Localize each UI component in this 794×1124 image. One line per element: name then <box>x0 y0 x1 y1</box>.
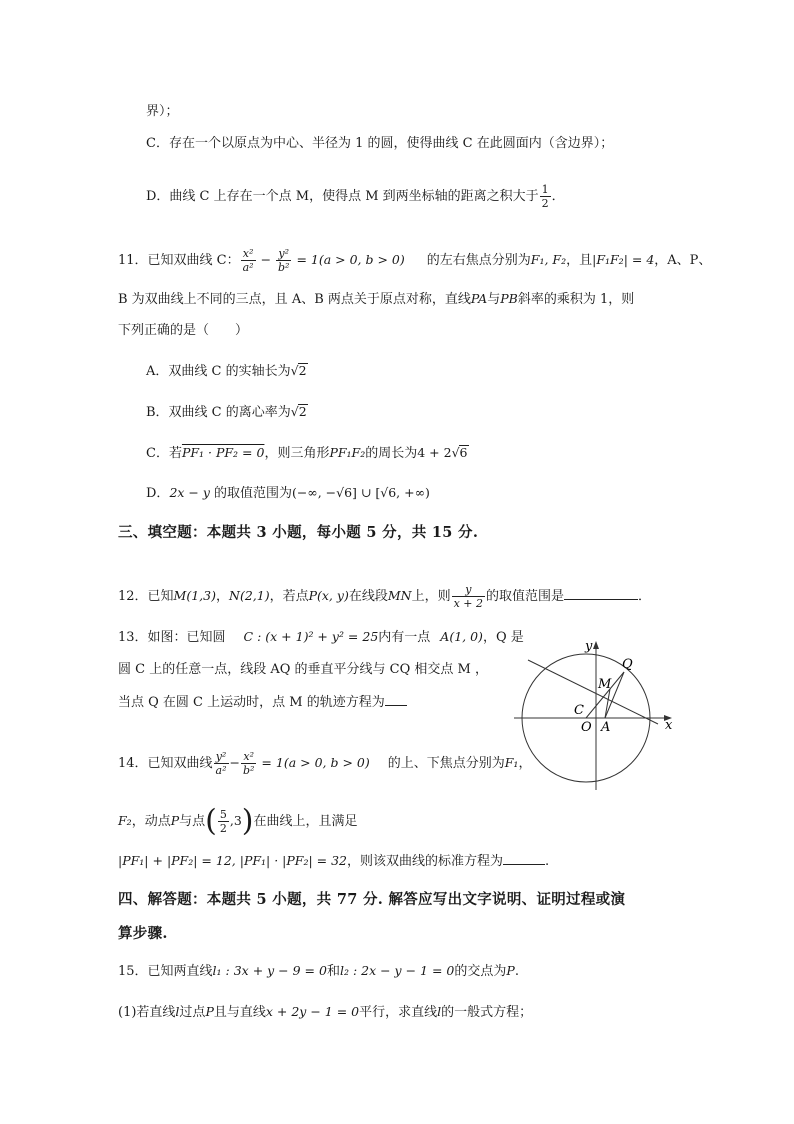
bisector-line <box>528 660 658 724</box>
q10-option-c: C．存在一个以原点为中心、半径为 1 的圆，使得曲线 C 在此圆面内（含边界）； <box>146 136 614 151</box>
q10-option-d: D．曲线 C 上存在一个点 M，使得点 M 到两坐标轴的距离之积大于 $\frac{1}{2}$ ． <box>146 183 565 210</box>
q12-answer-blank <box>564 587 638 600</box>
section-4-heading-line2: 算步骤. <box>118 925 168 942</box>
q14-stem-line2: F₂，动点P与点( $\frac{5}{2}$ ,3)在曲线上，且满足 <box>118 803 358 839</box>
q12-stem: 12．已知M(1,3)，N(2,1)，若点P(x, y)在线段MN上，则 $\frac{y}{x + 2}$ 的取值范围是 ． <box>118 583 652 610</box>
q13-figure <box>508 632 680 792</box>
q14-stem-line3: |PF₁| + |PF₂| = 12, |PF₁| · |PF₂| = 32，则该双曲线的标准方程为 . <box>118 853 550 869</box>
section-4-heading: 四、解答题：本题共 5 小题，共 77 分. 解答应写出文字说明、证明过程或演 <box>118 891 626 908</box>
q14-answer-blank <box>503 852 545 865</box>
x-axis-label: x <box>665 718 673 733</box>
y-axis-label: y <box>585 639 593 654</box>
label-c: C <box>574 703 584 718</box>
q11-stem: 11．已知双曲线 C： $\frac{\text{x²}}{\text{a²}}$ − $\frac{\text{y²}}{\text{b²}}$ = 1(a > 0, b > 0) 的左右焦点分别为F₁, F₂，且|F₁F₂| = 4，A、P、 <box>118 247 712 274</box>
q11-stem-line3: 下列正确的是（ ） <box>118 323 249 338</box>
continued-text: 界）； <box>146 104 179 119</box>
q13-stem: 13．如图：已知圆 C : (x + 1)² + y² = 25内有一点 A(1, 0)，Q 是 <box>118 629 524 645</box>
q14-frac-x: $\frac{\text{x²}}{\text{b²}}$ <box>243 750 255 777</box>
q12-fraction: $\frac{y}{x + 2}$ <box>453 583 484 610</box>
q15-stem: 15．已知两直线l₁ : 3x + y − 9 = 0和l₂ : 2x − y − 1 = 0的交点为P. <box>118 963 519 979</box>
q11-option-a: A．双曲线 C 的实轴长为√2 <box>146 363 307 379</box>
q11-stem-line2: B 为双曲线上不同的三点，且 A、B 两点关于原点对称，直线PA与PB斜率的乘积为 1，则 <box>118 291 635 307</box>
y-axis-arrow <box>593 641 599 649</box>
q11-frac-y: $\frac{\text{y²}}{\text{b²}}$ <box>278 247 290 274</box>
q15-part1: (1)若直线l过点P且与直线x + 2y − 1 = 0平行，求直线l的一般式方程； <box>118 1004 533 1020</box>
q14-frac-y: $\frac{\text{y²}}{\text{a²}}$ <box>215 750 227 777</box>
q13-stem-line2: 圆 C 上的任意一点，线段 AQ 的垂直平分线与 CQ 相交点 M ， <box>118 662 488 677</box>
label-q: Q <box>622 657 633 672</box>
label-m: M <box>598 677 612 692</box>
section-3-heading: 三、填空题：本题共 3 小题，每小题 5 分，共 15 分. <box>118 524 479 541</box>
q14-point-frac: $\frac{5}{2}$ <box>219 808 227 835</box>
q10-d-text: D．曲线 C 上存在一个点 M，使得点 M 到两坐标轴的距离之积大于 <box>146 189 539 204</box>
q11-option-b: B．双曲线 C 的离心率为√2 <box>146 404 307 420</box>
label-o: O <box>581 720 592 735</box>
q14-stem: 14．已知双曲线 $\frac{\text{y²}}{\text{a²}}$ − $\frac{\text{x²}}{\text{b²}}$ = 1(a > 0, b > 0) 的上、下焦点分别为F₁， <box>118 750 532 777</box>
q11-frac-x: $\frac{\text{x²}}{\text{a²}}$ <box>242 247 254 274</box>
q11-option-d: D．2x − y 的取值范围为(−∞, −√6] ∪ [√6, +∞) <box>146 485 430 501</box>
label-a: A <box>601 720 611 735</box>
q11-option-c: C．若PF₁ · PF₂ = 0，则三角形PF₁F₂的周长为4 + 2√6 <box>146 445 468 461</box>
q13-stem-line3: 当点 Q 在圆 C 上运动时，点 M 的轨迹方程为 <box>118 693 407 712</box>
q13-answer-blank <box>385 693 407 706</box>
q10-d-fraction: $\frac{1}{2}$ <box>541 183 549 210</box>
